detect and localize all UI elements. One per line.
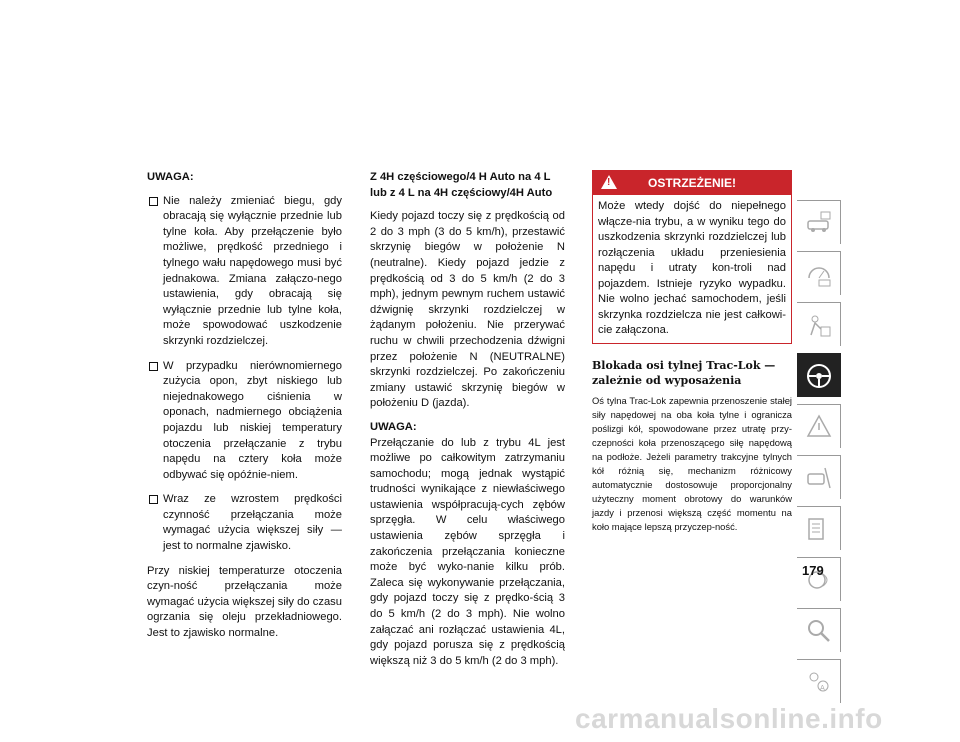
car-info-icon [805, 209, 833, 237]
note-heading: UWAGA: [370, 420, 417, 433]
specs-icon [805, 515, 833, 543]
checkbox-bullet-icon [149, 495, 158, 504]
warning-box [592, 170, 792, 344]
search-icon [805, 617, 833, 645]
safety-icon [805, 311, 833, 339]
dashboard-icon [805, 260, 833, 288]
column-middle [370, 170, 565, 677]
bullet-item [147, 194, 342, 350]
paragraph: Kiedy pojazd toczy się z prędkością od 2 do 3 mph (3 do 5 km/h), przestawić skrzynię biegów w położenie N (neutralne). Kiedy pojazd jedzie z prędkością od 3 do 5 km/h (2 do 3 mph), jednym pewnym ruchem ustawić dźwignię skrzynki rozdzielczej w żądanym położeniu. Nie przerywać ruchu w chwili przechodzenia dźwigni przez położenie N (NEUTRALNE) skrzynki rozdzielczej. Po zakończeniu zmiany ustawić skrzynię biegów w położeniu D (jazda). [370, 210, 565, 410]
checkbox-bullet-icon [149, 197, 158, 206]
paragraph: Przełączanie do lub z trybu 4L jest możliwe po całkowitym zatrzymaniu samochodu; mogą jednak wystąpić trudności wynikające z niewłaściwego ustawienia współpracują-cych zębów sprzęgła. W celu właściwego ustawienia zębów sprzęgła i zakończenia przełączania konieczne może być wyko-nanie kilku prób. Zaleca się wykonywanie przełączania, gdy pojazd toczy się z prędko-ścią 3 do 5 km/h (2 do 3 mph). Nie wolno załączać ani rozłączać ustawienia 4L, gdy pojazd porusza się z prędkością większą niż 3 do 5 km/h (2 do 3 mph). [370, 436, 565, 667]
tab-specs[interactable] [797, 506, 841, 550]
checkbox-bullet-icon [149, 362, 158, 371]
page-number: 179 [802, 563, 824, 578]
paragraph: Przy niskiej temperaturze otoczenia czyn-ność przełączania może wymagać użycia większej siły do czasu ogrzania się oleju przekładniowego. Jest to zjawisko normalne. [147, 564, 342, 640]
warning-triangle-icon: ! [601, 175, 617, 189]
subheading: Z 4H częściowego/4 H Auto na 4 L lub z 4 L na 4H częściowy/4H Auto [370, 171, 553, 199]
bullet-item [147, 359, 342, 484]
tab-safety[interactable] [797, 302, 841, 346]
svg-text:A: A [820, 684, 825, 692]
chapter-tabs [797, 200, 841, 710]
steering-wheel-icon [805, 362, 833, 390]
bullet-text: W przypadku nierównomiernego zużycia opon, zbyt niskiego lub niejednakowego ciśnienia w oponach, nadmiernego obciążenia pojazdu lub niskiej temperatury otoczenia przełączanie z trybu napędu na cztery koła może odbywać się opóźnie-niem. [163, 359, 342, 481]
tab-steering[interactable] [797, 353, 841, 397]
index-icon [805, 668, 833, 696]
note-heading: UWAGA: [147, 171, 194, 183]
tab-warnings[interactable] [797, 404, 841, 448]
column-left [147, 170, 342, 650]
warning-header [593, 171, 791, 195]
service-icon [805, 464, 833, 492]
tab-index[interactable] [797, 659, 841, 703]
warning-text: Może wtedy dojść do niepełnego włącze-nia trybu, a w wyniku tego do uszkodzenia skrzynki rozdzielczej lub rozłączenia układu przeniesienia napędu i utraty kon-troli nad pojazdem. Istnieje ryzyko wypadku. Nie wolno jechać samochodem, jeśli skrzynka rozdzielcza nie jest całkowi-cie załączona. [598, 200, 786, 336]
tab-service[interactable] [797, 455, 841, 499]
bullet-text: Wraz ze wzrostem prędkości czynność przełączania może wymagać użycia większej siły — jest to normalne zjawisko. [163, 493, 342, 553]
warning-icon [805, 413, 833, 441]
tab-car-info[interactable] [797, 200, 841, 244]
watermark: carmanualsonline.info [575, 703, 883, 734]
section-heading: Blokada osi tylnej Trac-Lok — zależnie od wyposażenia [592, 358, 776, 387]
bullet-text: Nie należy zmieniać biegu, gdy obracają się wyłącznie przednie lub tylne koła. Aby przełączenie było możliwe, prędkość przedniego i tylnego wału napędowego musi być jednakowa. Zmiana załączo-nego ustawienia, gdy obracają się wyłącznie przednie lub tylne koła, może spowodować uszkodzenie skrzynki rozdzielczej. [163, 194, 342, 347]
warning-title: OSTRZEŻENIE! [647, 176, 736, 190]
tab-search[interactable] [797, 608, 841, 652]
column-right [592, 170, 792, 534]
paragraph: Oś tylna Trac-Lok zapewnia przenoszenie stałej siły napędowej na oba koła tylne i ogranicza poślizgi kół, spowodowane przez utratę przy-czepności koła przenoszącego siłę napędową na podłoże. Jeżeli parametry trakcyjne tylnych kół różnią się, mechanizm różnicowy automatycznie dostosowuje proporcjonalny użyteczny moment obrotowy do warunków jazdy i przenosi większą część momentu na koło mające lepszą przyczep-ność. [592, 394, 792, 532]
tab-dashboard[interactable] [797, 251, 841, 295]
bullet-item [147, 492, 342, 554]
